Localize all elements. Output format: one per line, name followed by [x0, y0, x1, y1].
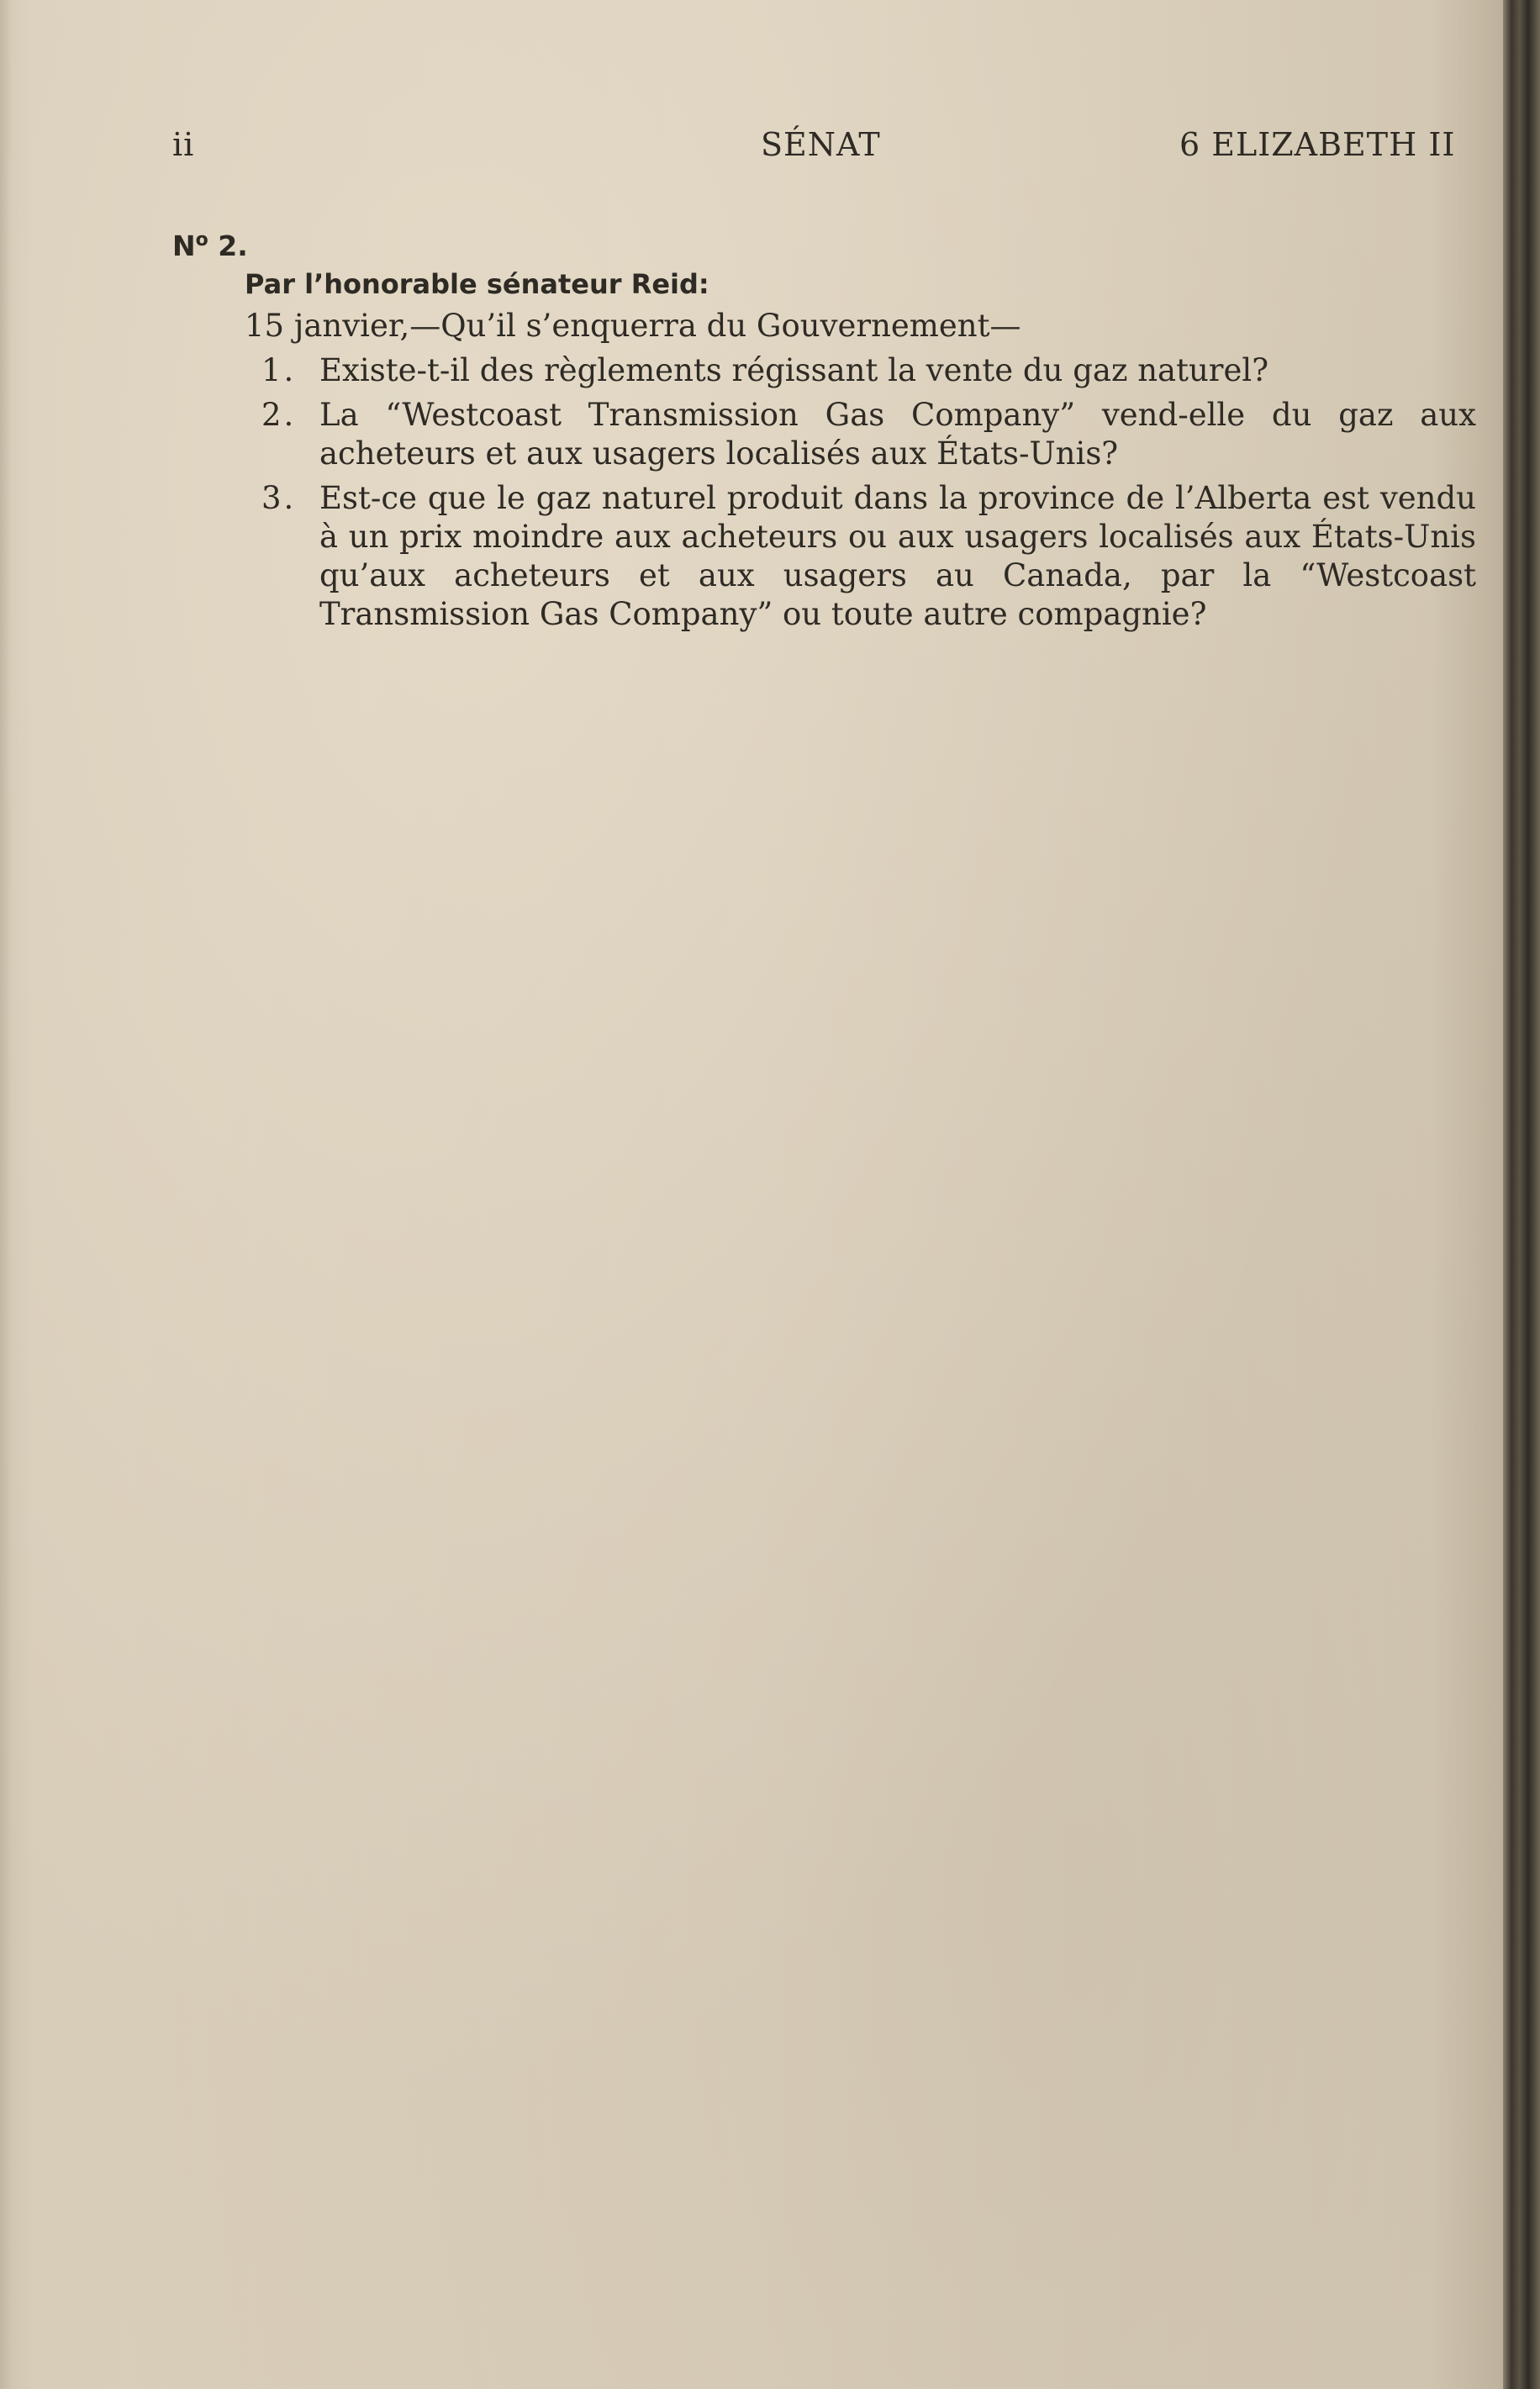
question-text: Est-ce que le gaz naturel produit dans la province de l’Alberta est vendu à un prix moindre aux acheteurs ou aux usagers localisés aux États-Unis qu’aux acheteurs et aux usagers au Canada, par la “Westcoast Transmission Gas Company” ou toute autre compagnie? [319, 480, 1476, 632]
page-left-edge [0, 0, 12, 2389]
header-title: SÉNAT [761, 126, 881, 163]
question-item [245, 396, 1476, 473]
entry-number [172, 220, 248, 266]
entry-author: Par l’honorable sénateur Reid: [245, 268, 709, 300]
question-text: Existe-t-il des règlements régissant la vente du gaz naturel? [319, 352, 1269, 388]
question-number: 1. [261, 352, 297, 388]
entry-number-value: 2. [218, 229, 248, 262]
binding-edge [1503, 0, 1540, 2389]
question-item [245, 351, 1476, 390]
entry-intro: 15 janvier,—Qu’il s’enquerra du Gouvernement— [245, 308, 1021, 344]
entry-number-prefix: N [172, 229, 196, 262]
question-list [245, 351, 1476, 640]
entry-number-superscript: o [195, 229, 208, 251]
question-number: 3. [261, 480, 297, 516]
question-number: 2. [261, 397, 297, 433]
page-folio: ii [172, 126, 195, 163]
running-head [0, 119, 1540, 170]
header-regnal-year: 6 ELIZABETH II [1179, 126, 1456, 163]
question-item [245, 479, 1476, 634]
question-text: La “Westcoast Transmission Gas Company” vend-elle du gaz aux acheteurs et aux usagers localisés aux États-Unis? [319, 397, 1476, 472]
